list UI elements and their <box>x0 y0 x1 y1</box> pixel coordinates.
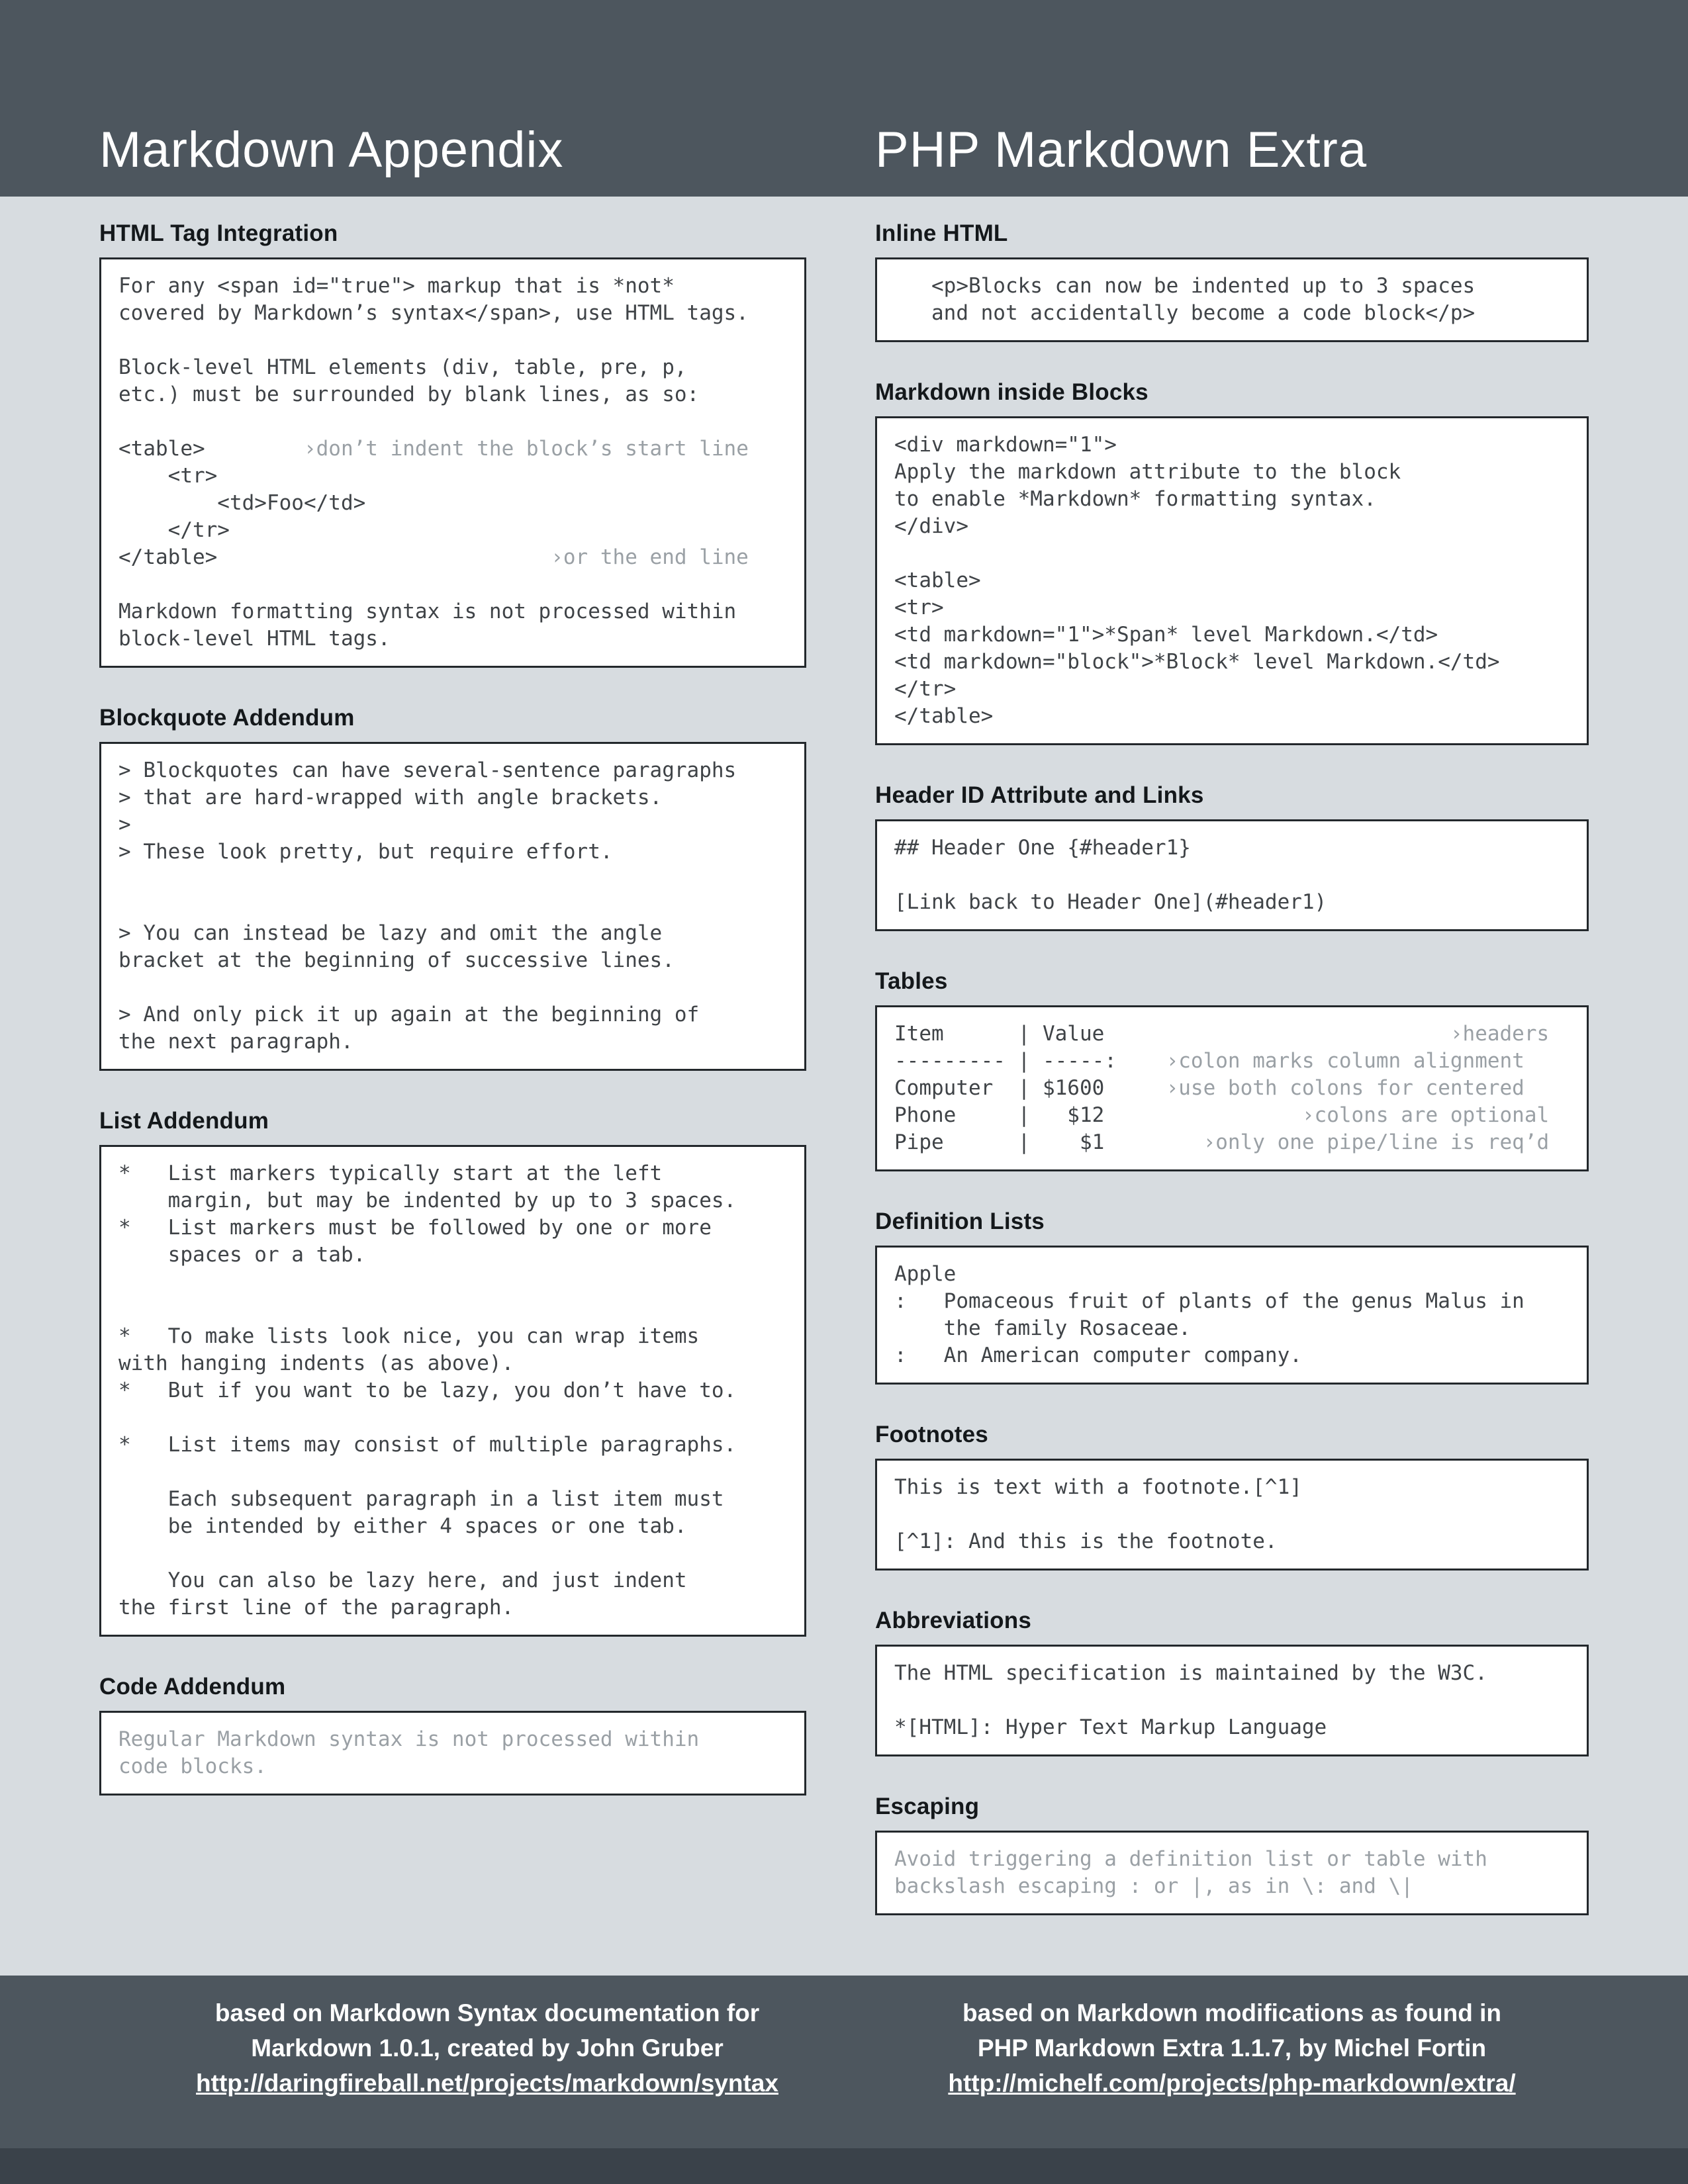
code-line <box>118 327 787 354</box>
code-text: Block-level HTML elements (div, table, pre, p, <box>118 355 687 379</box>
code-line <box>894 1261 1570 1288</box>
code-text: Pipe | $1 <box>894 1130 1105 1154</box>
code-line <box>118 920 787 947</box>
code-line <box>118 1296 787 1323</box>
code-line <box>894 835 1570 862</box>
code-line <box>118 571 787 598</box>
footer-right-line1: based on Markdown modifications as found in <box>962 1999 1502 2026</box>
header-right-cell <box>875 122 1589 178</box>
code-text <box>894 1502 907 1526</box>
code-text: etc.) must be surrounded by blank lines, as so: <box>118 383 700 406</box>
code-line <box>118 1432 787 1459</box>
code-box-html-tag-integration <box>99 257 806 668</box>
code-line <box>118 1459 787 1486</box>
section-definition-lists <box>875 1208 1589 1385</box>
code-text: <table> <box>894 569 981 592</box>
heading-header-id-attribute: Header ID Attribute and Links <box>875 782 1204 808</box>
code-line <box>894 594 1570 621</box>
code-annotation: ›colons are optional <box>1104 1103 1550 1127</box>
section-tables <box>875 968 1589 1171</box>
code-text: bracket at the beginning of successive lines. <box>118 948 675 972</box>
header-band <box>0 0 1688 197</box>
heading-blockquote-addendum: Blockquote Addendum <box>99 705 355 731</box>
code-line <box>894 1315 1570 1342</box>
code-line <box>118 1350 787 1377</box>
code-text: and not accidentally become a code block</p> <box>894 301 1476 325</box>
section-code-addendum <box>99 1674 806 1796</box>
code-line <box>894 1288 1570 1315</box>
code-text: the family Rosaceae. <box>894 1316 1191 1340</box>
code-line <box>118 544 787 571</box>
code-text <box>118 1297 131 1321</box>
code-line <box>894 459 1570 486</box>
code-text: block-level HTML tags. <box>118 627 391 651</box>
code-box-code-addendum <box>99 1711 806 1796</box>
page-bottom-edge <box>0 2148 1688 2184</box>
code-line <box>118 1269 787 1296</box>
code-text: <td markdown="1">*Span* level Markdown.</td> <box>894 623 1438 647</box>
code-text: * List items may consist of multiple paragraphs. <box>118 1433 737 1457</box>
heading-definition-lists: Definition Lists <box>875 1208 1045 1234</box>
heading-footnotes: Footnotes <box>875 1422 988 1447</box>
code-line <box>118 1486 787 1513</box>
code-line <box>118 1242 787 1269</box>
code-text: be intended by either 4 spaces or one tab. <box>118 1514 687 1538</box>
code-text <box>118 572 131 596</box>
left-column <box>99 220 806 1976</box>
code-line <box>118 784 787 811</box>
heading-inline-html: Inline HTML <box>875 220 1008 246</box>
code-line <box>894 676 1570 703</box>
code-annotation: ›don’t indent the block’s start line <box>205 437 749 461</box>
footer-left-line2: Markdown 1.0.1, created by John Gruber <box>251 2034 724 2062</box>
code-line <box>894 1660 1570 1687</box>
code-line <box>894 300 1570 327</box>
code-text: </table> <box>118 545 218 569</box>
code-line <box>118 463 787 490</box>
code-line <box>118 1594 787 1621</box>
code-text: You can also be lazy here, and just indent <box>118 1569 687 1592</box>
code-text: [^1]: And this is the footnote. <box>894 1529 1278 1553</box>
code-text: </div> <box>894 514 968 538</box>
code-annotation: ›colon marks column alignment <box>1116 1049 1524 1073</box>
section-abbreviations <box>875 1608 1589 1756</box>
heading-tables: Tables <box>875 968 948 994</box>
section-header-id-attribute <box>875 782 1589 931</box>
code-line <box>894 1021 1570 1048</box>
code-text: <td>Foo</td> <box>118 491 366 515</box>
code-text: *[HTML]: Hyper Text Markup Language <box>894 1715 1327 1739</box>
code-text: with hanging indents (as above). <box>118 1351 514 1375</box>
code-line <box>118 1323 787 1350</box>
code-box-blockquote-addendum <box>99 742 806 1071</box>
footer-band <box>0 1976 1688 2184</box>
code-text: * To make lists look nice, you can wrap items <box>118 1324 700 1348</box>
code-line <box>894 621 1570 649</box>
code-text: > And only pick it up again at the beginning of <box>118 1003 700 1026</box>
code-line <box>118 1028 787 1056</box>
code-box-tables <box>875 1005 1589 1171</box>
code-line <box>894 649 1570 676</box>
code-line <box>894 862 1570 889</box>
heading-html-tag-integration: HTML Tag Integration <box>99 220 338 246</box>
code-text: * List markers must be followed by one or more <box>118 1216 712 1240</box>
code-text <box>118 867 131 891</box>
heading-code-addendum: Code Addendum <box>99 1674 286 1700</box>
code-line <box>894 567 1570 594</box>
code-line <box>894 1129 1570 1156</box>
code-box-escaping <box>875 1831 1589 1915</box>
code-text: <td markdown="block">*Block* level Markdown.</td> <box>894 650 1500 674</box>
heading-abbreviations: Abbreviations <box>875 1608 1031 1633</box>
code-text: <tr> <box>118 464 218 488</box>
code-annotation: ›only one pipe/line is req’d <box>1104 1130 1550 1154</box>
code-text <box>118 410 131 433</box>
code-text: > that are hard-wrapped with angle brackets. <box>118 786 663 809</box>
code-line <box>118 517 787 544</box>
code-line <box>118 839 787 866</box>
code-line <box>118 1214 787 1242</box>
right-page-title: PHP Markdown Extra <box>875 122 1368 178</box>
footer-left-attribution <box>99 1995 875 2148</box>
code-annotation: code blocks. <box>118 1754 267 1778</box>
code-box-header-id-attribute <box>875 819 1589 931</box>
code-text: Apple <box>894 1262 957 1286</box>
code-text <box>118 894 131 918</box>
right-column <box>875 220 1589 1976</box>
footer-left-line1: based on Markdown Syntax documentation for <box>214 1999 760 2026</box>
code-line <box>894 1075 1570 1102</box>
code-text <box>118 328 131 352</box>
code-line <box>118 408 787 435</box>
code-text <box>894 541 907 565</box>
section-inline-html <box>875 220 1589 342</box>
code-text: </table> <box>894 704 994 728</box>
code-line <box>894 513 1570 540</box>
code-line <box>118 893 787 920</box>
code-text: > Blockquotes can have several-sentence paragraphs <box>118 758 737 782</box>
footer-right-attribution <box>875 1995 1589 2148</box>
code-line <box>894 1687 1570 1714</box>
code-line <box>118 1377 787 1404</box>
code-text: <tr> <box>894 596 944 619</box>
code-line <box>894 1048 1570 1075</box>
code-text: Phone | $12 <box>894 1103 1105 1127</box>
code-line <box>118 1540 787 1567</box>
heading-escaping: Escaping <box>875 1794 980 1819</box>
header-left-cell <box>99 122 875 178</box>
code-text: Apply the markdown attribute to the block <box>894 460 1401 484</box>
code-text: > These look pretty, but require effort. <box>118 840 613 864</box>
section-markdown-inside-blocks <box>875 379 1589 745</box>
code-line <box>118 974 787 1001</box>
code-text: to enable *Markdown* formatting syntax. <box>894 487 1376 511</box>
code-text: --------- | -----: <box>894 1049 1117 1073</box>
code-line <box>118 1726 787 1753</box>
code-annotation: ›use both colons for centered <box>1104 1076 1524 1100</box>
footer-content <box>0 1976 1688 2148</box>
code-text: This is text with a footnote.[^1] <box>894 1475 1302 1499</box>
code-text: Each subsequent paragraph in a list item must <box>118 1487 724 1511</box>
code-text <box>118 1406 131 1430</box>
content-area <box>0 197 1688 1976</box>
heading-list-addendum: List Addendum <box>99 1108 269 1134</box>
code-line <box>118 1753 787 1780</box>
section-escaping <box>875 1794 1589 1915</box>
code-annotation: Avoid triggering a definition list or table with <box>894 1847 1487 1871</box>
code-line <box>894 540 1570 567</box>
code-line <box>894 1528 1570 1555</box>
code-box-abbreviations <box>875 1645 1589 1756</box>
footer-right-link[interactable]: http://michelf.com/projects/php-markdown/extra/ <box>948 2070 1516 2097</box>
code-text: * List markers typically start at the left <box>118 1161 663 1185</box>
code-line <box>894 432 1570 459</box>
code-text <box>894 863 907 887</box>
code-line <box>118 598 787 625</box>
code-text: Item | Value <box>894 1022 1105 1046</box>
code-text: Markdown formatting syntax is not processed within <box>118 600 737 623</box>
code-text: <table> <box>118 437 205 461</box>
code-line <box>894 486 1570 513</box>
code-text <box>118 976 131 999</box>
code-line <box>894 1501 1570 1528</box>
code-text: ## Header One {#header1} <box>894 836 1191 860</box>
code-text <box>894 1688 907 1712</box>
code-text <box>118 1541 131 1565</box>
section-html-tag-integration <box>99 220 806 668</box>
code-line <box>894 1342 1570 1369</box>
code-text <box>118 1460 131 1484</box>
heading-markdown-inside-blocks: Markdown inside Blocks <box>875 379 1149 405</box>
code-line <box>894 1714 1570 1741</box>
code-line <box>894 703 1570 730</box>
code-text: </tr> <box>894 677 957 701</box>
code-line <box>894 1474 1570 1501</box>
code-line <box>894 273 1570 300</box>
code-line <box>118 757 787 784</box>
code-text <box>118 1270 131 1294</box>
code-text: > You can instead be lazy and omit the angle <box>118 921 663 945</box>
code-text: : Pomaceous fruit of plants of the genus Malus in <box>894 1289 1524 1313</box>
code-text: margin, but may be indented by up to 3 spaces. <box>118 1189 737 1212</box>
code-annotation: ›headers <box>1104 1022 1550 1046</box>
footer-right-line2: PHP Markdown Extra 1.1.7, by Michel Fortin <box>977 2034 1487 2062</box>
code-text: covered by Markdown’s syntax</span>, use HTML tags. <box>118 301 749 325</box>
code-annotation: ›or the end line <box>217 545 749 569</box>
left-page-title: Markdown Appendix <box>99 122 564 178</box>
code-line <box>118 300 787 327</box>
code-line <box>118 1001 787 1028</box>
code-text: [Link back to Header One](#header1) <box>894 890 1327 914</box>
code-text: For any <span id="true"> markup that is *not* <box>118 274 675 298</box>
code-line <box>894 1873 1570 1900</box>
code-line <box>118 1187 787 1214</box>
code-line <box>118 1160 787 1187</box>
code-box-markdown-inside-blocks <box>875 416 1589 745</box>
code-text: <p>Blocks can now be indented up to 3 spaces <box>894 274 1476 298</box>
code-text: Computer | $1600 <box>894 1076 1105 1100</box>
code-annotation: Regular Markdown syntax is not processed within <box>118 1727 700 1751</box>
code-line <box>118 381 787 408</box>
section-blockquote-addendum <box>99 705 806 1071</box>
footer-left-link[interactable]: http://daringfireball.net/projects/markdown/syntax <box>196 2070 778 2097</box>
code-line <box>118 435 787 463</box>
code-box-list-addendum <box>99 1145 806 1637</box>
code-text: > <box>118 813 131 837</box>
code-line <box>118 354 787 381</box>
code-line <box>118 1513 787 1540</box>
section-footnotes <box>875 1422 1589 1570</box>
code-line <box>118 866 787 893</box>
code-text: <div markdown="1"> <box>894 433 1117 457</box>
code-line <box>118 947 787 974</box>
code-text: spaces or a tab. <box>118 1243 366 1267</box>
code-box-inline-html <box>875 257 1589 342</box>
code-line <box>118 811 787 839</box>
code-box-definition-lists <box>875 1246 1589 1385</box>
code-box-footnotes <box>875 1459 1589 1570</box>
code-line <box>894 889 1570 916</box>
code-text: the next paragraph. <box>118 1030 353 1054</box>
code-text: : An American computer company. <box>894 1343 1302 1367</box>
code-line <box>894 1846 1570 1873</box>
code-text: * But if you want to be lazy, you don’t have to. <box>118 1379 737 1402</box>
code-line <box>118 625 787 653</box>
section-list-addendum <box>99 1108 806 1637</box>
code-text: </tr> <box>118 518 230 542</box>
code-line <box>118 1567 787 1594</box>
code-line <box>894 1102 1570 1129</box>
code-line <box>118 1404 787 1432</box>
code-text: The HTML specification is maintained by the W3C. <box>894 1661 1487 1685</box>
code-annotation: backslash escaping : or |, as in \: and \| <box>894 1874 1413 1898</box>
code-line <box>118 490 787 517</box>
code-text: the first line of the paragraph. <box>118 1596 514 1619</box>
code-line <box>118 273 787 300</box>
